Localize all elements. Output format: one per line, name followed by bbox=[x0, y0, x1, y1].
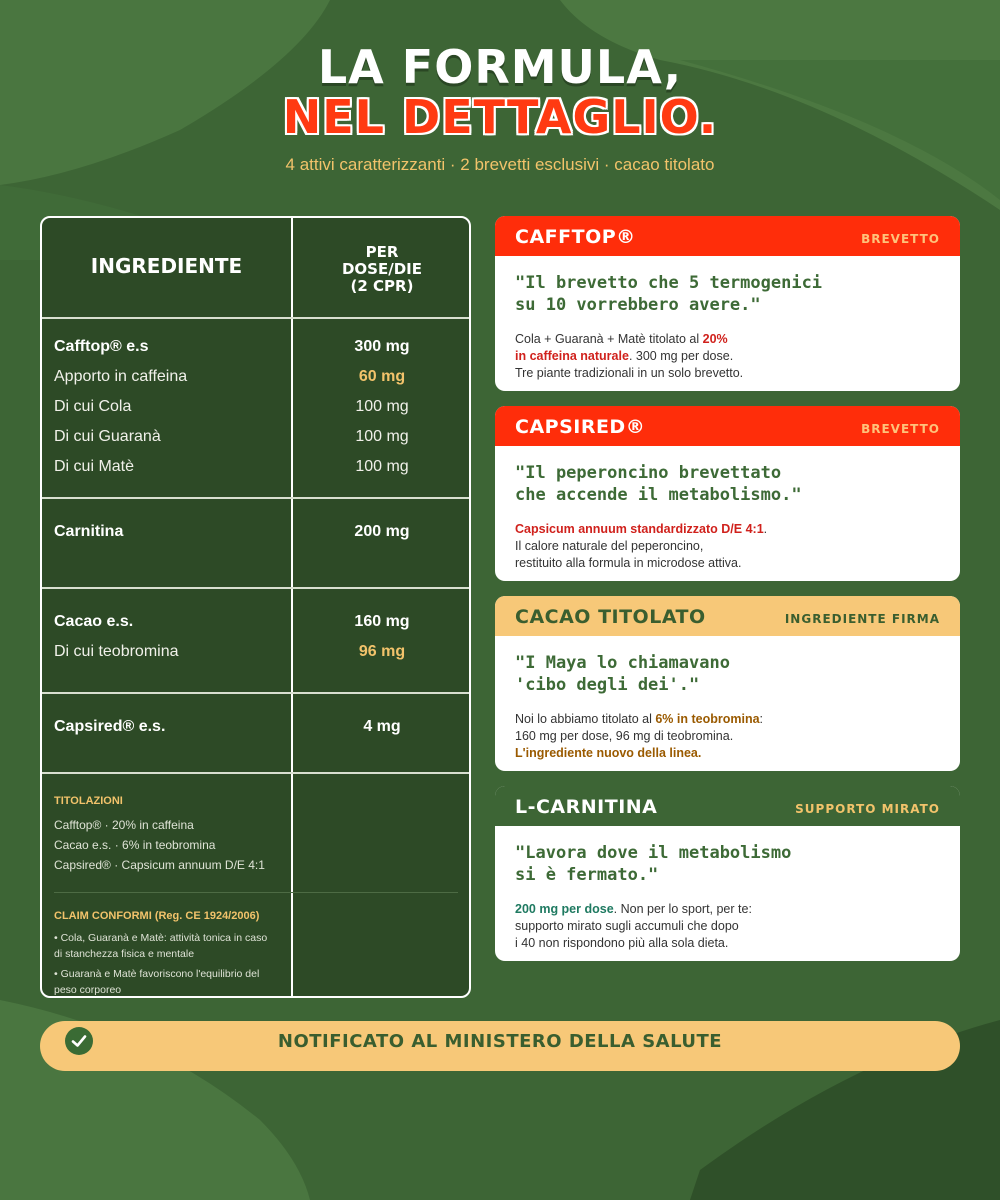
table-row-name: Carnitina bbox=[54, 523, 124, 540]
card-description bbox=[515, 901, 935, 952]
card-description bbox=[515, 711, 935, 762]
table-row-name: Capsired® e.s. bbox=[54, 718, 166, 735]
card-quote bbox=[515, 652, 935, 696]
table-divider bbox=[42, 772, 469, 774]
card-title: L-CARNITINA bbox=[515, 796, 658, 818]
card-l-carnitina bbox=[495, 786, 960, 961]
card-desc-text: restituito alla formula in microdose attiva. bbox=[515, 556, 742, 570]
card-tag: SUPPORTO MIRATO bbox=[795, 802, 940, 816]
card-desc-text: Tre piante tradizionali in un solo brevetto. bbox=[515, 366, 744, 380]
card-quote bbox=[515, 842, 935, 886]
table-row-value: 4 mg bbox=[363, 718, 401, 735]
table-row-value: 96 mg bbox=[358, 643, 406, 660]
card-desc-highlight: Capsicum annuum standardizzato D/E 4:1 bbox=[515, 522, 764, 536]
card-desc-text: . Non per lo sport, per te: bbox=[613, 902, 752, 916]
card-quote-line2: 'cibo degli dei'." bbox=[515, 675, 700, 695]
table-row-name: Apporto in caffeina bbox=[54, 368, 188, 385]
column-header-dose-line2: DOSE/DIE bbox=[341, 260, 422, 278]
card-capsired bbox=[495, 406, 960, 581]
column-header-dose bbox=[293, 244, 471, 295]
table-row-name: Di cui Cola bbox=[54, 398, 132, 415]
table-row-name: Di cui teobromina bbox=[54, 643, 179, 660]
card-description bbox=[515, 331, 935, 382]
card-desc-text: : bbox=[759, 712, 764, 726]
card-quote-line1: "Il brevetto che 5 termogenici bbox=[515, 273, 823, 293]
card-desc-highlight: 6% in teobromina bbox=[655, 712, 760, 726]
card-quote-line1: "I Maya lo chiamavano bbox=[515, 653, 730, 673]
table-row-name: Cafftop® e.s bbox=[54, 338, 149, 355]
claim-title: CLAIM CONFORMI (Reg. CE 1924/2006) bbox=[54, 910, 260, 922]
card-header bbox=[495, 406, 960, 446]
table-row-name: Di cui Guaranà bbox=[54, 428, 161, 445]
card-desc-text: i 40 non rispondono più alla sola dieta. bbox=[515, 936, 729, 950]
card-description bbox=[515, 521, 935, 572]
card-desc-text: . 300 mg per dose. bbox=[628, 349, 734, 363]
card-desc-highlight: in caffeina naturale bbox=[515, 349, 629, 363]
titolazioni-title: TITOLAZIONI bbox=[54, 795, 123, 807]
card-desc-text: Il calore naturale del peperoncino, bbox=[515, 539, 704, 553]
table-divider bbox=[42, 317, 469, 319]
table-row-name: Cacao e.s. bbox=[54, 613, 134, 630]
card-quote bbox=[515, 462, 935, 506]
card-desc-highlight: 200 mg per dose bbox=[515, 902, 614, 916]
card-tag: BREVETTO bbox=[861, 422, 940, 436]
table-divider bbox=[42, 692, 469, 694]
card-quote bbox=[515, 272, 935, 316]
table-row-value: 100 mg bbox=[355, 428, 409, 445]
table-divider bbox=[42, 587, 469, 589]
card-header bbox=[495, 596, 960, 636]
card-desc-text: 160 mg per dose, 96 mg di teobromina. bbox=[515, 729, 734, 743]
card-cafftop bbox=[495, 216, 960, 391]
table-row-value: 160 mg bbox=[354, 613, 410, 630]
titolazione-item: Cacao e.s. · 6% in teobromina bbox=[54, 838, 216, 852]
section-divider bbox=[54, 892, 458, 893]
notification-banner bbox=[40, 1021, 960, 1071]
table-divider bbox=[42, 497, 469, 499]
card-quote-line1: "Lavora dove il metabolismo bbox=[515, 843, 792, 863]
table-column-divider bbox=[291, 218, 293, 996]
table-row-value: 100 mg bbox=[355, 458, 409, 475]
column-header-ingredient: INGREDIENTE bbox=[90, 254, 243, 278]
table-row-value: 60 mg bbox=[358, 368, 406, 385]
column-header-dose-line3: (2 CPR) bbox=[350, 277, 414, 295]
claim-item: • Cola, Guaranà e Matè: attività tonica in caso di stanchezza fisica e mentale bbox=[54, 932, 268, 960]
page-title-line2: NEL DETTAGLIO. bbox=[282, 90, 718, 144]
card-desc-text: supporto mirato sugli accumuli che dopo bbox=[515, 919, 739, 933]
card-quote-line2: su 10 vorrebbero avere." bbox=[515, 295, 761, 315]
page-title-line1: LA FORMULA, bbox=[317, 40, 683, 94]
card-desc-highlight: 20% bbox=[702, 332, 728, 346]
table-row-value: 100 mg bbox=[355, 398, 409, 415]
card-desc-text: Cola + Guaranà + Matè titolato al bbox=[515, 332, 703, 346]
ingredients-table bbox=[40, 216, 471, 998]
column-header-dose-line1: PER bbox=[365, 243, 399, 261]
card-cacao bbox=[495, 596, 960, 771]
card-title: CAPSIRED® bbox=[515, 416, 646, 438]
card-tag: INGREDIENTE FIRMA bbox=[784, 612, 940, 626]
card-quote-line2: si è fermato." bbox=[515, 865, 659, 885]
card-header bbox=[495, 786, 960, 826]
card-header bbox=[495, 216, 960, 256]
card-desc-text: Noi lo abbiamo titolato al bbox=[515, 712, 656, 726]
card-quote-line1: "Il peperoncino brevettato bbox=[515, 463, 782, 483]
table-row-value: 200 mg bbox=[354, 523, 410, 540]
card-desc-text: . bbox=[763, 522, 768, 536]
card-tag: BREVETTO bbox=[861, 232, 940, 246]
card-quote-line2: che accende il metabolismo." bbox=[515, 485, 802, 505]
claim-item: • Guaranà e Matè favoriscono l'equilibrio del peso corporeo bbox=[54, 968, 260, 996]
page-subtitle: 4 attivi caratterizzanti · 2 brevetti esclusivi · cacao titolato bbox=[285, 155, 715, 174]
table-row-name: Di cui Matè bbox=[54, 458, 135, 475]
card-title: CACAO TITOLATO bbox=[515, 606, 706, 628]
titolazione-item: Capsired® · Capsicum annuum D/E 4:1 bbox=[54, 858, 265, 872]
card-desc-highlight: L'ingrediente nuovo della linea. bbox=[515, 746, 702, 760]
titolazione-item: Cafftop® · 20% in caffeina bbox=[54, 818, 194, 832]
card-title: CAFFTOP® bbox=[515, 226, 636, 248]
banner-text: NOTIFICATO AL MINISTERO DELLA SALUTE bbox=[277, 1031, 723, 1052]
table-row-value: 300 mg bbox=[354, 338, 410, 355]
